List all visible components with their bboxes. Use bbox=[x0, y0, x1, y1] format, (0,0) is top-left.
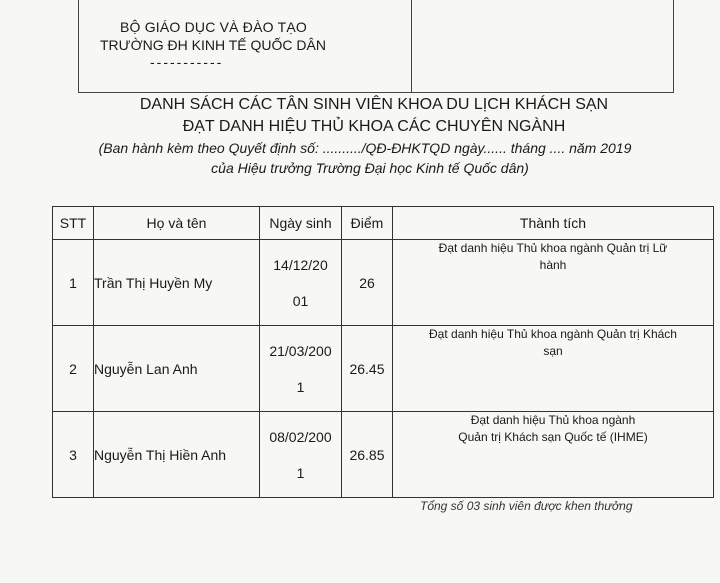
cell-stt: 3 bbox=[53, 412, 94, 498]
table-row bbox=[53, 412, 714, 498]
dob-part: 14/12/20 bbox=[273, 256, 328, 273]
dob-part: 01 bbox=[292, 292, 309, 309]
achievement-line: Quản trị Khách sạn Quốc tế (IHME) bbox=[458, 430, 648, 444]
achievement-line: Đạt danh hiệu Thủ khoa ngành Quản trị Lữ bbox=[438, 241, 668, 255]
achievement-line: Đạt danh hiệu Thủ khoa ngành Quản trị Khách bbox=[429, 327, 677, 341]
dob-part: 1 bbox=[296, 464, 305, 481]
decision-issuer: của Hiệu trưởng Trường Đại học Kinh tế Quốc dân) bbox=[211, 160, 529, 176]
total-count-note: Tổng số 03 sinh viên được khen thưởng bbox=[420, 499, 633, 513]
dob-part: 21/03/200 bbox=[269, 342, 332, 359]
cell-score: 26.85 bbox=[342, 412, 393, 498]
dob-part: 08/02/200 bbox=[269, 428, 332, 445]
cell-achievement bbox=[393, 240, 714, 326]
cell-dob bbox=[260, 326, 342, 412]
cell-name: Nguyễn Lan Anh bbox=[94, 326, 260, 412]
achievement-line: hành bbox=[539, 258, 567, 272]
cell-score: 26.45 bbox=[342, 326, 393, 412]
header-achievement: Thành tích bbox=[393, 207, 714, 240]
cell-name: Nguyễn Thị Hiền Anh bbox=[94, 412, 260, 498]
header-name: Họ và tên bbox=[94, 207, 260, 240]
cell-dob bbox=[260, 240, 342, 326]
cell-achievement bbox=[393, 412, 714, 498]
header-separator: ----------- bbox=[150, 54, 224, 70]
dob-part: 1 bbox=[296, 378, 305, 395]
ministry-name: BỘ GIÁO DỤC VÀ ĐÀO TẠO bbox=[120, 19, 307, 35]
table-row bbox=[53, 326, 714, 412]
university-name: TRƯỜNG ĐH KINH TẾ QUỐC DÂN bbox=[100, 37, 326, 53]
achievement-line: Đạt danh hiệu Thủ khoa ngành bbox=[470, 413, 636, 427]
achievement-line: sạn bbox=[543, 344, 563, 358]
header-score: Điểm bbox=[342, 207, 393, 240]
cell-stt: 1 bbox=[53, 240, 94, 326]
table-header-row bbox=[53, 207, 714, 240]
table-row bbox=[53, 240, 714, 326]
header-dob: Ngày sinh bbox=[260, 207, 342, 240]
cell-score: 26 bbox=[342, 240, 393, 326]
cell-name: Trần Thị Huyền My bbox=[94, 240, 260, 326]
cell-achievement bbox=[393, 326, 714, 412]
document-title-line2: ĐẠT DANH HIỆU THỦ KHOA CÁC CHUYÊN NGÀNH bbox=[182, 118, 566, 135]
document-title-line1: DANH SÁCH CÁC TÂN SINH VIÊN KHOA DU LỊCH KHÁCH SẠN bbox=[139, 96, 609, 113]
cell-stt: 2 bbox=[53, 326, 94, 412]
decision-reference: (Ban hành kèm theo Quyết định số: ........../QĐ-ĐHKTQD ngày...... tháng .... năm 2019 bbox=[98, 140, 632, 156]
cell-dob bbox=[260, 412, 342, 498]
awardees-table bbox=[52, 206, 714, 498]
header-divider bbox=[411, 0, 412, 92]
header-stt: STT bbox=[53, 207, 94, 240]
